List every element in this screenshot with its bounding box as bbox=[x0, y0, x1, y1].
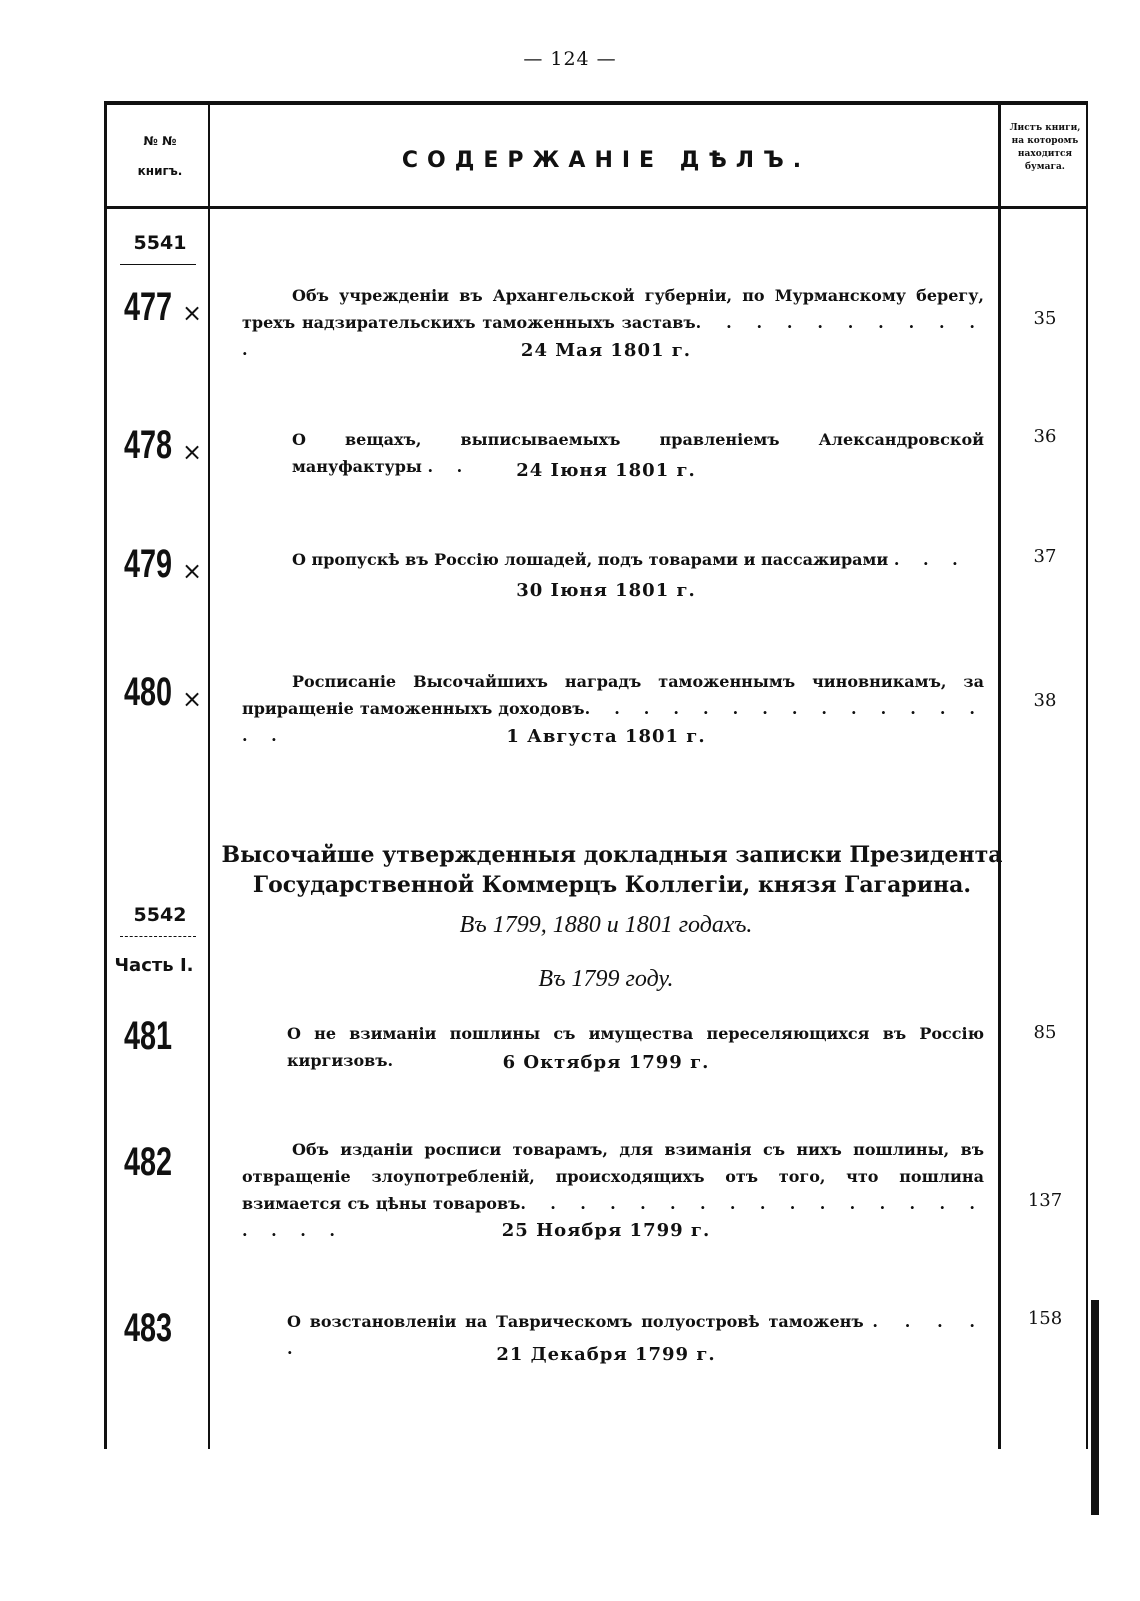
book-number-rule bbox=[120, 936, 196, 937]
entry-number: 483 bbox=[124, 1306, 173, 1350]
header-sheet-line2: на которомъ bbox=[1011, 136, 1079, 146]
header-sheet-column bbox=[1003, 122, 1087, 174]
entry-number: 478 bbox=[124, 423, 173, 467]
entry-text-body: Объ изданіи росписи товарамъ, для взиманія съ нихъ пошлины, въ отвращеніе злоупотребленій, происходящихъ отъ того, что пошлина взимается съ цѣны товаровъ bbox=[242, 1140, 984, 1213]
entry-date: 1 Августа 1801 г. bbox=[506, 726, 706, 747]
entry-text-body: Росписаніе Высочайшихъ наградъ таможеннымъ чиновникамъ, за приращеніе таможенныхъ доходовъ bbox=[242, 672, 984, 718]
frame-top-rule bbox=[106, 101, 1088, 105]
header-sheet-line3: находится bbox=[1017, 149, 1073, 159]
entry-text bbox=[292, 546, 984, 573]
header-books-line2: книгъ. bbox=[137, 164, 183, 178]
header-sheet-line4: бумага. bbox=[1025, 162, 1065, 172]
entry-text-body: О возстановленіи на Таврическомъ полуостровѣ таможенъ bbox=[287, 1312, 864, 1331]
leader-dots: . . . . . . . . . . . . . . . . bbox=[242, 699, 985, 745]
cross-mark: × bbox=[182, 438, 203, 466]
entry-text-body: О не взиманіи пошлины съ имущества переселяющихся въ Россію киргизовъ. bbox=[287, 1024, 984, 1070]
entry-number: 482 bbox=[124, 1140, 173, 1184]
entry-sheet-number: 38 bbox=[1033, 690, 1057, 711]
book-number-5541: 5541 bbox=[133, 232, 187, 254]
column-divider-1 bbox=[208, 101, 210, 1449]
entry-number: 480 bbox=[124, 670, 173, 714]
entry-date: 24 Іюня 1801 г. bbox=[516, 460, 696, 481]
entry-number: 479 bbox=[124, 542, 173, 586]
column-divider-2 bbox=[998, 101, 1001, 1449]
entry-date: 24 Мая 1801 г. bbox=[520, 340, 692, 361]
cross-mark: × bbox=[182, 557, 203, 585]
entry-sheet-number: 37 bbox=[1033, 546, 1057, 567]
section-title-line2: Государственной Коммерцъ Коллегіи, князя Гагарина. bbox=[252, 872, 972, 898]
entry-date: 6 Октября 1799 г. bbox=[502, 1052, 710, 1073]
leader-dots: . . . . . . . . . . . . . . . . . . . . bbox=[242, 1194, 984, 1240]
scan-edge-bar bbox=[1091, 1300, 1099, 1515]
cross-mark: × bbox=[182, 299, 203, 327]
entry-text-body: Объ учрежденіи въ Архангельской губерніи, по Мурманскому берегу, трехъ надзирательскихъ таможенныхъ заставъ bbox=[242, 286, 984, 332]
book-part-label: Часть I. bbox=[114, 955, 194, 976]
header-bottom-rule bbox=[104, 206, 1088, 209]
entry-text-body: О вещахъ, выписываемыхъ правленіемъ Александровской мануфактуры bbox=[292, 430, 984, 476]
header-books-line1: № № bbox=[143, 134, 177, 148]
entry-sheet-number: 158 bbox=[1027, 1308, 1063, 1329]
leader-dots: . . . . . . . . . . . bbox=[242, 313, 984, 359]
page-number: — 124 — bbox=[523, 48, 617, 70]
header-sheet-line1: Листъ книги, bbox=[1009, 123, 1081, 133]
book-number-5542: 5542 bbox=[133, 904, 187, 926]
entry-sheet-number: 36 bbox=[1033, 426, 1057, 447]
book-number-rule bbox=[120, 264, 196, 265]
entry-number: 477 bbox=[124, 285, 173, 329]
entry-sheet-number: 35 bbox=[1033, 308, 1057, 329]
entry-text-body: О пропускѣ въ Россію лошадей, подъ товарами и пассажирами bbox=[292, 550, 889, 569]
section-title-line1: Высочайше утвержденныя докладныя записки Президента bbox=[221, 842, 1003, 868]
frame-right-rule bbox=[1086, 101, 1088, 1449]
entry-number: 481 bbox=[124, 1014, 173, 1058]
entry-sheet-number: 85 bbox=[1033, 1022, 1057, 1043]
frame-left-rule bbox=[104, 101, 107, 1449]
entry-date: 25 Ноября 1799 г. bbox=[501, 1220, 711, 1241]
header-contents-title: СОДЕРЖАНІЕ ДѢЛЪ. bbox=[401, 148, 811, 173]
cross-mark: × bbox=[182, 685, 203, 713]
leader-dots: . . . bbox=[893, 550, 967, 569]
leader-dots: . . . . . bbox=[287, 1312, 984, 1358]
section-title bbox=[212, 840, 1012, 900]
section-year-1799: Въ 1799 году. bbox=[538, 966, 674, 992]
entry-sheet-number: 137 bbox=[1027, 1190, 1063, 1211]
entry-date: 21 Декабря 1799 г. bbox=[496, 1344, 716, 1365]
section-years: Въ 1799, 1880 и 1801 годахъ. bbox=[459, 912, 753, 938]
entry-date: 30 Іюня 1801 г. bbox=[516, 580, 696, 601]
leader-dots: . . bbox=[427, 457, 472, 476]
header-books-column bbox=[110, 126, 210, 186]
